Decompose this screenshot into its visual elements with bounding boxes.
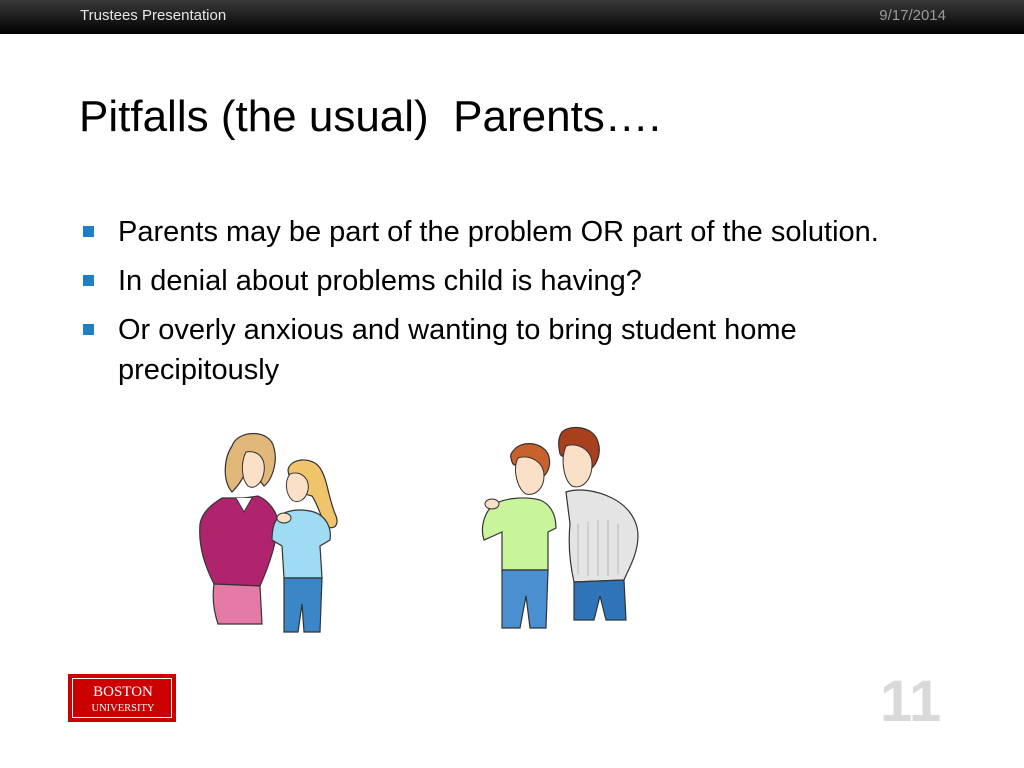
logo-line2: UNIVERSITY [91,703,155,714]
father-son-clipart [478,424,646,634]
logo-line1: BOSTON [93,684,153,700]
boston-university-logo [68,674,176,722]
bullet-list [80,212,940,399]
logo-wordmark [73,679,173,719]
bullet-marker-icon [83,324,94,335]
bullet-text: Or overly anxious and wanting to bring student home precipitously [118,314,797,386]
bullet-marker-icon [83,275,94,286]
bullet-text: In denial about problems child is having? [118,265,642,297]
bullet-marker-icon [83,226,94,237]
bullet-item [80,212,940,252]
bullet-item [80,310,940,390]
page-number: 11 [880,669,942,734]
bullet-item [80,261,940,301]
bullet-text: Parents may be part of the problem OR part of the solution. [118,216,879,248]
presentation-title: Trustees Presentation [80,7,227,24]
header-bar [0,0,1024,34]
mother-daughter-clipart [192,428,352,640]
logo-border [72,678,172,718]
presentation-date: 9/17/2014 [879,7,946,24]
slide-title: Pitfalls (the usual) Parents…. [79,92,662,141]
